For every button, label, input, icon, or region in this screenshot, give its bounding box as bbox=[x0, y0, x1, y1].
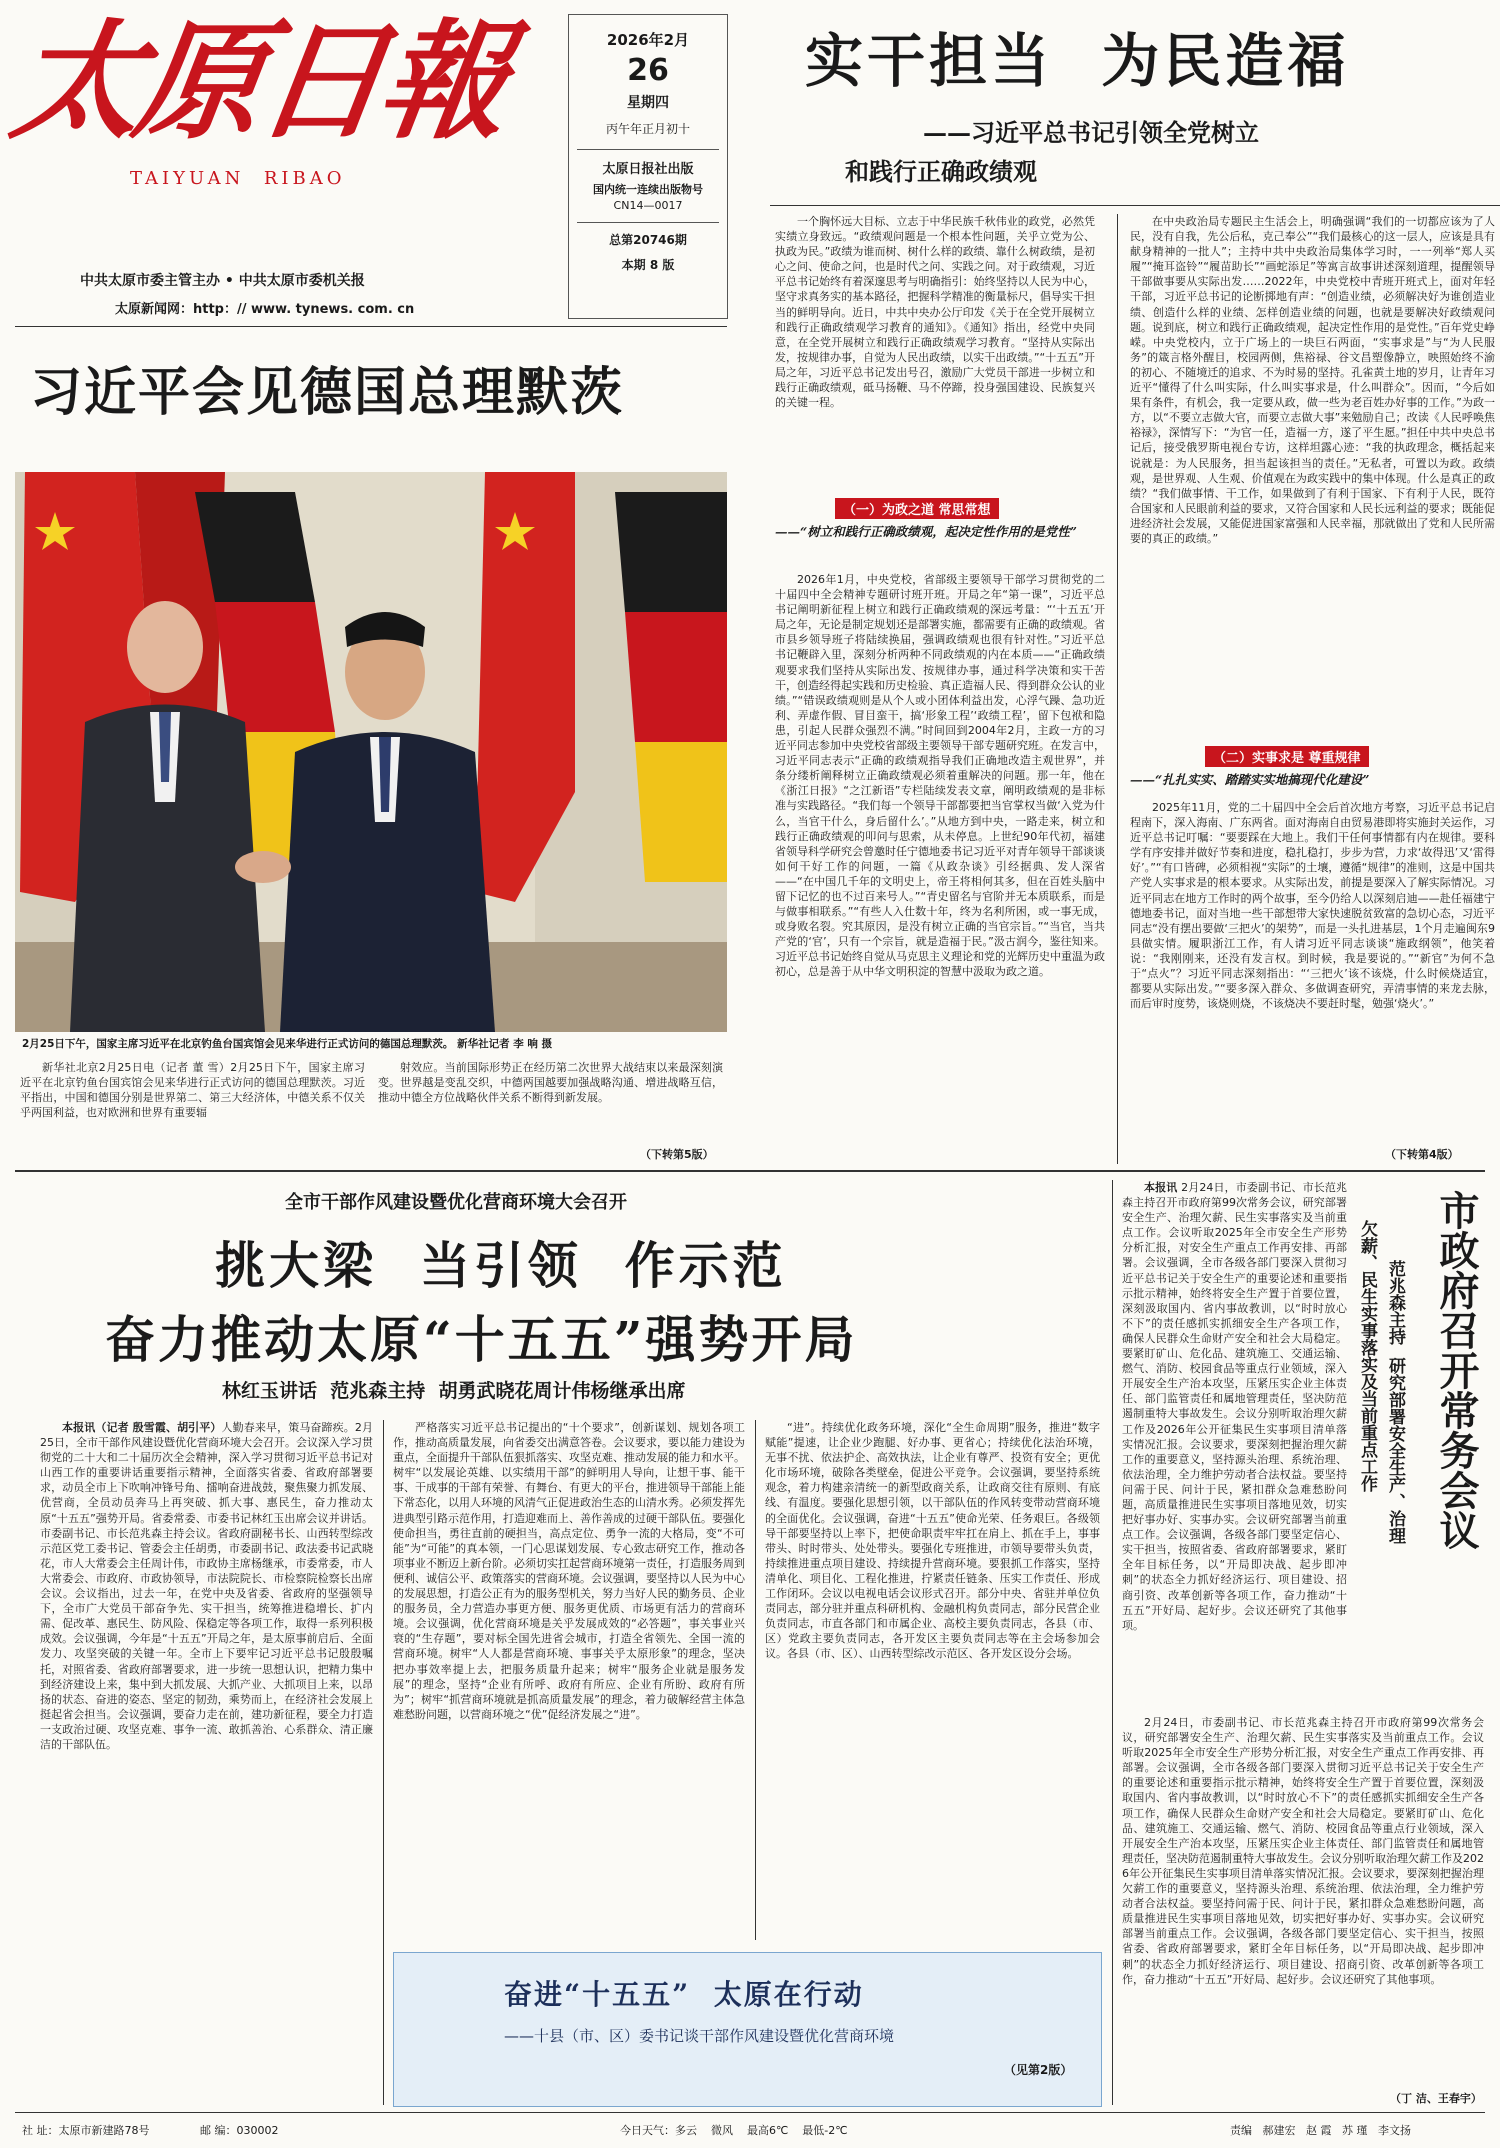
conference-kicker: 全市干部作风建设暨优化营商环境大会召开 bbox=[285, 1192, 627, 1213]
conference-col2: 严格落实习近平总书记提出的“十个要求”，创新谋划、规划各项工作，推动高质量发展，向省委交出满意答卷。会议要求，要以能力建设为重点，全面提升干部队伍狠抓落实、攻坚克难、推动发展的能力和水平。树牢“以发展论英雄、以实绩用干部”的鲜明用人导向，让想干事、能干事、干成事的干部有荣誉、有舞台、有更大的平台，推进领导干部能上能下常态化，以用人环境的风清气正促进政治生态的山清水秀。必须发挥先进典型引路示范作用，打造迎难而上、善作善成的过硬干部队伍。要强化使命担当，勇往直前的硬担当，高点定位、勇争一流的大格局，变“不可能”为“可能”的真本领，一门心思谋划发展、专心致志研究工作，推动各项事业不断迈上新台阶。必须切实扛起营商环境第一责任，打造服务周到便利、诚信公平、政策落实的营商环境。会议强调，要坚持以人民为中心的发展思想，打造公正有为的服务型机关，努力当好人民的勤务员、企业的服务员，全力营造办事更方便、服务更优质、市场更有活力的营商环境。会议强调，优化营商环境是关乎发展成效的“必答题”，事关事业兴衰的“生存题”，要对标全国先进省会城市，打造全省领先、全国一流的营商环境。树牢“人人都是营商环境、事事关乎太原形象”的理念，坚决把办事效率提上去，把服务质量升起来；树牢“服务企业就是服务发展”的理念，坚持“企业有所呼、政府有所应、企业有所盼、政府有所为”；树牢“抓营商环境就是抓高质量发展”的理念，着力破解经营主体急难愁盼问题，以营商环境之“优”促经济发展之“进”。 bbox=[393, 1421, 745, 1721]
website-line: 太原新闻网：http：// www. tynews. com. cn bbox=[115, 302, 415, 317]
conference-subtitle: 林红玉讲话 范兆森主持 胡勇武晓花周计伟杨继承出席 bbox=[222, 1380, 686, 1402]
top-story-quote-2: ——“扎扎实实、踏踏实实地搞现代化建设” bbox=[1130, 772, 1370, 787]
date-block bbox=[568, 14, 728, 319]
conference-col1: 本报讯（记者 殷雪霞、胡引平）人勤春来早，策马奋蹄疾。2月25日，全市干部作风建设暨优化营商环境大会召开。会议深入学习贯彻党的二十大和二十届历次全会精神，深入学习贯彻习近平总书记对山西工作的重要讲话重要指示精神，全面落实省委、省政府部署要求，动员全市上下吹响冲锋号角、擂响奋进战鼓，聚焦聚力抓发展、优营商，全员动员奔马上再突破、抓大事、惠民生，奋力推动太原“十五五”强势开局。省委常委、市委书记林红玉出席会议并讲话。市委副书记、市长范兆森主持会议。省政府副秘书长、山西转型综改示范区党工委书记、管委会主任胡勇，市委副书记、政法委书记武晓花，市人大常委会主任周计伟，市政协主席杨继承，市委常委，市人大常委会、市政府、市政协领导，市法院院长、市检察院检察长出席会议。会议指出，过去一年，在党中央及省委、省政府的坚强领导下，全市广大党员干部奋争先、实干担当，统筹推进稳增长、扩内需、促改革、惠民生、防风险、保稳定等各项工作，取得一系列积极成效。会议强调，今年是“十五五”开局之年，是太原事前启后、全面发力、攻坚突破的关键一年。全市上下要牢记习近平总书记殷殷嘱托，对照省委、省政府部署要求，进一步统一思想认识，把精力集中到经济建设上来，集中到大抓发展、大抓产业、大抓项目上来，以昂扬的状态、奋进的姿态、坚定的韧劲，乘势而上，在经济社会发展上挺起省会担当。会议强调，要奋力走在前，建功新征程，要全力打造一支政治过硬、攻坚克难、事争一流、敢抓善治、心系群众、清正廉洁的干部队伍。 bbox=[40, 1421, 373, 1751]
action-box-subtitle: ——十县（市、区）委书记谈干部作风建设暨优化营商环境 bbox=[504, 2027, 895, 2045]
top-story-col2: 在中央政治局专题民主生活会上，明确强调“我们的一切都应该为了人民，没有自我，先公后私，克己奉公”“我们最核心的这一层人，应该是具有献身精神的一批人”；主持中共中央政治局集体学习时，一一列举“郑人买履”“掩耳盗铃”“履苗助长”“画蛇添足”等寓言故事讲述深刻道理，提醒领导干部做事要从实际出发……2022年，中央党校中青班开班式上，面对年轻干部，习近平总书记的论断掷地有声：“创造业绩，必须解决好为谁创造业绩、创造什么样的业绩、怎样创造业绩的问题，也就是要解决好政绩观问题。说到底，树立和践行正确政绩观，起决定性作用的是党性。”百年党史峥嵘。中央党校内，立于广场上的一块巨石两面，“实事求是”与“为人民服务”的箴言格外醒目，校园两侧，焦裕禄、谷文昌塑像静立，映照始终不渝的初心、不随境迁的追求、不为时易的坚持。孔雀黄土地的岁月，让青年习近平“懂得了什么叫实际，什么叫实事求是，什么叫群众”。因而，“今后如果有条件，有机会，我一定要从政，做一些为老百姓办好事的工作。”为政一方，以“不要立志做大官，而要立志做大事”来勉励自己；改读《人民呼唤焦裕禄》，深情写下：“为官一任，造福一方，遂了平生愿。”担任中共中央总书记后，接受俄罗斯电视台专访，这样坦露心迹：“我的执政理念，概括起来说就是：为人民服务，担当起该担当的责任。”无私者，可置以为政。政绩观，是世界观、人生观、价值观在为政实践中的集中体现。什么是真正的政绩？“我们做事情、干工作，如果做到了有利于国家、下有利于人民，既符合国家和人民眼前利益的要求，又符合国家和人民长远利益的要求；既能促进经济社会发展，又能促进国家富强和人民幸福，那就做出了党和人民所需要的真正的政绩。” bbox=[1130, 215, 1495, 545]
sponsor-line: 中共太原市委主管主办 • 中共太原市委机关报 bbox=[80, 273, 365, 289]
executive-meeting-subtitle-1: 范兆森主持 研究部署安全生产、治理 bbox=[1385, 1260, 1405, 1544]
top-story-col2b: 2025年11月，党的二十届四中全会后首次地方考察，习近平总书记启程南下，深入海南、广东两省。面对海南自由贸易港即将实施封关运作，习近平总书记叮嘱：“要要踩在大地上。我们干任何事情都有内在规律。要科学有序安排并做好节奏和进度，稳扎稳打，步步为营，力求‘故得迅’又‘雷得好’。”“有口皆碑，必须相视“实际”的土壤，遵循“规律”的准则，这是中国共产党人实事求是的根本要求。从实际出发，前提是要深入了解实际情况。习近平同志在地方工作时的两个故事，至今仍给人以深刻启迪——赴任福建宁德地委书记，面对当地一些干部想带大家快速脱贫致富的急切心态，习近平同志“没有摆出要做‘三把火’的架势”，而是一头扎进基层，1个月走遍闽东9县做实情。履职浙江工作，有人请习近平同志谈谈“施政纲领”，他笑着说：“我刚刚来，还没有发言权。到时候，我是要说的。”“新官”为何不急于“点火”？习近平同志深刻指出：“‘三把火’该不该烧，什么时候烧适宜，都要从实际出发。”“要多深入群众、多做调查研究，弄清事情的来龙去脉，而后审时度势，该烧则烧，不该烧决不要赶时髦，勉强‘烧火’。” bbox=[1130, 801, 1495, 1011]
handshake bbox=[235, 851, 291, 883]
footer-editors: 责编 郝建宏 赵 霞 苏 瑾 李文扬 bbox=[1230, 2124, 1411, 2137]
conference-col3: “进”。持续优化政务环境，深化“全生命周期”服务，推进“数字赋能”提速，让企业少跑腿、好办事、更省心；持续优化法治环境，无事不扰、依法护企、高效执法，让企业有尊严、投资有安全；更优化市场环境，破除各类壁垒，促进公平竞争。会议强调，要坚持系统观念，着力构建亲清统一的新型政商关系，让政商交往有原则、有底线、有温度。要强化思想引领，以干部队伍的作风转变带动营商环境的全面优化。会议强调，奋进“十五五”使命光荣、任务艰巨。各级领导干部要坚持以上率下，把使命职责牢牢扛在肩上、抓在手上，事事带头、时时带头、处处带头。要强化专班推进，市领导要带头负责，持续推进重点项目建设、持续提升营商环境。要狠抓工作落实，坚持清单化、项目化、工程化推进，拧紧责任链条、压实工作责任、形成工作闭环。会议以电视电话会议形式召开。部分中央、省驻并单位负责同志，部分驻并重点科研机构、金融机构负责同志，部分民营企业负责同志，市直各部门和市属企业、高校主要负责同志，各县（市、区）党政主要负责同志，各开发区主要负责同志等在主会场参加会议。各县（市、区）、山西转型综改示范区、各开发区设分会场。 bbox=[765, 1421, 1100, 1661]
publisher: 太原日报社出版 bbox=[602, 162, 694, 177]
lead-photo bbox=[15, 472, 727, 1032]
lead-story-col2: 射效应。当前国际形势正在经历第二次世界大战结束以来最深刻演变。世界越是变乱交织，中德两国越要加强战略沟通、增进战略互信，推动中德全方位战略伙伴关系不断得到新发展。 bbox=[378, 1061, 723, 1105]
top-story-subtitle-1: ——习近平总书记引领全党树立 bbox=[923, 118, 1259, 147]
date-day: 26 bbox=[627, 53, 669, 88]
logo-pinyin: TAIYUAN RIBAO bbox=[130, 168, 346, 189]
footer-weather: 今日天气：多云 微风 最高6℃ 最低-2℃ bbox=[620, 2124, 848, 2137]
conference-title-2: 奋力推动太原“十五五”强势开局 bbox=[105, 1310, 858, 1369]
conference-byline: 本报讯（记者 殷雪霞、胡引平） bbox=[62, 1421, 222, 1434]
executive-meeting-text-top: 本报讯 2月24日，市委副书记、市长范兆森主持召开市政府第99次常务会议，研究部署安全生产、治理欠薪、民生实事落实及当前重点工作。会议听取2025年全市安全生产形势分析汇报，对安全生产重点工作再安排、再部署。会议强调，全市各级各部门要深入贯彻习近平总书记关于安全生产的重要论述和重要指示批示精神，始终将安全生产置于首要位置，深刻汲取国内、省内事故教训，以“时时放心不下”的责任感抓实抓细安全生产各项工作，确保人民群众生命财产安全和社会大局稳定。要紧盯矿山、危化品、建筑施工、交通运输、燃气、消防、校园食品等重点行业领域，深入开展安全生产治本攻坚，压紧压实企业主体责任、部门监管责任和属地管理责任，坚决防范遏制重特大事故发生。会议分别听取治理欠薪工作及2026年公开征集民生实事项目清单落实情况汇报。会议要求，要深刻把握治理欠薪工作的重要意义，坚持源头治理、系统治理、依法治理，全力维护劳动者合法权益。要坚持问需于民、问计于民，紧扣群众急难愁盼问题，高质量推进民生实事项目落地见效，切实把好事办好、实事办实。会议研究部署当前重点工作。会议强调，各级各部门要坚定信心、实干担当，按照省委、省政府部署要求，紧盯全年目标任务，以“开局即决战、起步即冲刺”的状态全力抓好经济运行、项目建设、招商引资、改革创新等各项工作，奋力推动“十五五”开好局、起好步。会议还研究了其他事项。 bbox=[1122, 1181, 1347, 1632]
top-story-col1: 一个胸怀远大目标、立志于中华民族千秋伟业的政党，必然凭实绩立身致远。“政绩观问题是一个根本性问题，关乎立党为公、执政为民。”政绩为谁而树、树什么样的政绩、靠什么树政绩，是初心之问、使命之问，也是时代之问、实践之问。对于政绩观，习近平总书记始终有着深邃思考与明确指引：始终坚持以人民为中心，坚守求真务实的基本路径，把握科学精准的衡量标尺，倡导实干担当的鲜明导向。近日，中共中央办公厅印发《关于在全党开展树立和践行正确政绩观学习教育的通知》。《通知》指出，经党中央同意，在全党开展树立和践行正确政绩观学习教育。“坚持从实际出发，按规律办事，自觉为人民出政绩，以实干出政绩。”“十五五”开局之年，习近平总书记发出号召，激励广大党员干部进一步树立和践行正确政绩观，砥马扬鞭、马不停蹄，投身强国建设、民族复兴的关键一程。 bbox=[775, 215, 1095, 410]
conference-title-1: 挑大梁 当引领 作示范 bbox=[215, 1236, 787, 1295]
cn-number: CN14—0017 bbox=[613, 199, 683, 212]
lead-photo-caption: 2月25日下午，国家主席习近平在北京钓鱼台国宾馆会见来华进行正式访问的德国总理默茨。 新华社记者 李 响 摄 bbox=[22, 1038, 553, 1050]
top-story-subtitle-2: 和践行正确政绩观 bbox=[845, 157, 1037, 186]
executive-meeting-byline: 本报讯 bbox=[1144, 1181, 1178, 1194]
footer-postcode: 邮 编：030002 bbox=[200, 2124, 279, 2137]
executive-meeting-credit: （丁 洁、王春宇） bbox=[1390, 2092, 1482, 2105]
executive-meeting-title: 市政府召开常务会议 bbox=[1433, 1190, 1480, 1550]
top-story bbox=[745, 0, 1500, 1170]
issue-number: 总第20746期 bbox=[609, 233, 687, 247]
executive-meeting-text-bottom: 2月24日，市委副书记、市长范兆森主持召开市政府第99次常务会议，研究部署安全生产、治理欠薪、民生实事落实及当前重点工作。会议听取2025年全市安全生产形势分析汇报，对安全生产重点工作再安排、再部署。会议强调，全市各级各部门要深入贯彻习近平总书记关于安全生产的重要论述和重要指示批示精神，始终将安全生产置于首要位置，深刻汲取国内、省内事故教训，以“时时放心不下”的责任感抓实抓细安全生产各项工作，确保人民群众生命财产安全和社会大局稳定。要紧盯矿山、危化品、建筑施工、交通运输、燃气、消防、校园食品等重点行业领域，深入开展安全生产治本攻坚，压紧压实企业主体责任、部门监管责任和属地管理责任，坚决防范遏制重特大事故发生。会议分别听取治理欠薪工作及2026年公开征集民生实事项目清单落实情况汇报。会议要求，要深刻把握治理欠薪工作的重要意义，坚持源头治理、系统治理、依法治理，全力维护劳动者合法权益。要坚持问需于民、问计于民，紧扣群众急难愁盼问题，高质量推进民生实事项目落地见效，切实把好事办好、实事办实。会议研究部署当前重点工作。会议强调，各级各部门要坚定信心、实干担当，按照省委、省政府部署要求，紧盯全年目标任务，以“开局即决战、起步即冲刺”的状态全力抓好经济运行、项目建设、招商引资、改革创新等各项工作，奋力推动“十五五”开好局、起好步。会议还研究了其他事项。 bbox=[1122, 1716, 1484, 1986]
top-story-subhead-1: （一）为政之道 常思常想 bbox=[835, 498, 999, 519]
action-box-ref: （见第2版） bbox=[1004, 2063, 1073, 2077]
issn-label: 国内统一连续出版物号 bbox=[593, 183, 703, 196]
top-story-title: 实干担当 为民造福 bbox=[805, 27, 1350, 95]
action-box-title: 奋进“十五五” 太原在行动 bbox=[504, 1978, 864, 2011]
lead-story-title: 习近平会见德国总理默茨 bbox=[30, 362, 625, 423]
top-story-quote-1: ——“树立和践行正确政绩观，起决定性作用的是党性” bbox=[775, 524, 1077, 539]
lead-story-continued: （下转第5版） bbox=[640, 1148, 714, 1161]
executive-meeting-subtitle-2: 欠薪、民生实事落实及当前重点工作 bbox=[1357, 1220, 1377, 1492]
footer-address: 社 址：太原市新建路78号 bbox=[22, 2124, 150, 2137]
top-story-subhead-2: （二）实事求是 尊重规律 bbox=[1205, 746, 1369, 767]
lead-story-col1: 新华社北京2月25日电（记者 董 雪）2月25日下午，国家主席习近平在北京钓鱼台国宾馆会见来华进行正式访问的德国总理默茨。习近平指出，中国和德国分别是世界第二、第三大经济体，中德关系不仅关乎两国利益，也对欧洲和世界有重要辐 bbox=[20, 1061, 365, 1120]
top-story-continued: （下转第4版） bbox=[1385, 1148, 1459, 1161]
action-box bbox=[393, 1952, 1102, 2107]
date-year-month: 2026年2月 bbox=[606, 31, 690, 49]
top-story-col1b: 2026年1月，中央党校，省部级主要领导干部学习贯彻党的二十届四中全会精神专题研讨班开班。开局之年“第一课”，习近平总书记阐明新征程上树立和践行正确政绩观的深远考量：“‘十五五’开局之年，无论是制定规划还是部署实施，都需要有正确的政绩观。省市县乡领导班子将陆续换届，强调政绩观也很有针对性。”习近平总书记鞭辟入里，深刻分析两种不同政绩观的内在本质——“正确政绩观要求我们坚持从实际出发、按规律办事，通过科学决策和实干苦干，创造经得起实践和历史检验、真正造福人民、得到群众公认的业绩。”“错误政绩观则是从个人或小团体利益出发，心浮气躁、急功近利、弄虚作假、冒目蛮干，搞‘形象工程’‘政绩工程’，留下包袱和隐患，引起人民群众强烈不满。”时间回到2004年2月，主政一方的习近平同志参加中央党校省部级主要领导干部专题研究班。在发言中，习近平同志表示“正确的政绩观指导我们正确地改造主观世界”，并条分缕析阐释树立正确政绩观必须着重解决的问题。那一年，他在《浙江日报》“之江新语”专栏陆续发表文章，阐明政绩观的是非标准与实践路径。“我们每一个领导干部都要把当官掌权当做‘入党为什么，当官干什么，身后留什么’。”从地方到中央，一路走来，树立和践行正确政绩观的叩问与思索，从未停息。上世纪90年代初，福建省领导科学研究会曾邀时任宁德地委书记习近平对青年领导干部谈谈如何干好工作的问题，一篇《从政杂谈》引经据典、发人深省——“在中国几千年的文明史上，帝王将相何其多，但在百姓头脑中留下记忆的也不过百来号人。”“青史留名与官阶并无本质联系，而是与做事相联系。”“有些人入仕数十年，终为名利所困，或一事无成，或身败名裂。究其原因，是没有树立正确的当官宗旨。”“当官，当共产党的‘官’，只有一个宗旨，就是造福于民。”汲古润今，鉴往知来。习近平总书记始终自觉从马克思主义理论和党的光辉历史中重温为政初心，总是善于从中华文明积淀的智慧中汲取为政之道。 bbox=[775, 573, 1105, 979]
newspaper-logo: 太原日報 bbox=[3, 7, 513, 157]
date-lunar: 丙午年正月初十 bbox=[605, 122, 690, 136]
masthead bbox=[0, 0, 560, 317]
date-weekday: 星期四 bbox=[627, 95, 669, 111]
meeting-photo-illustration bbox=[15, 472, 727, 1032]
page-count: 本期 8 版 bbox=[621, 258, 675, 272]
